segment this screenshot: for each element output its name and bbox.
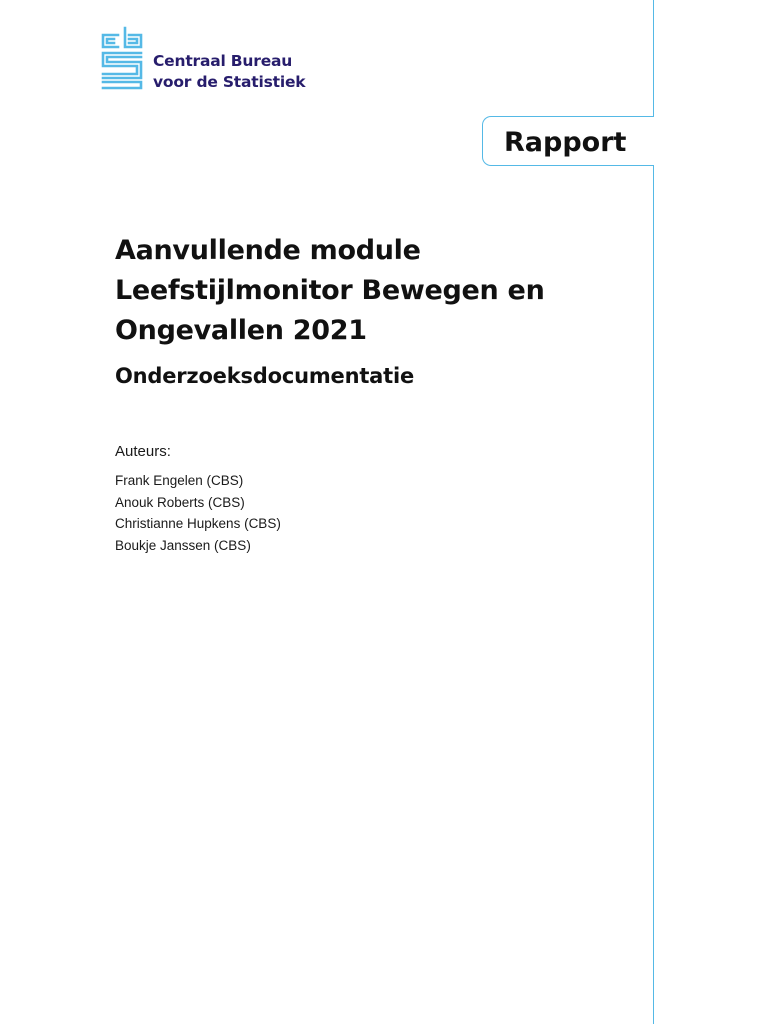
author-item: Frank Engelen (CBS) [115,473,244,488]
author-item: Anouk Roberts (CBS) [115,494,245,510]
document-type-label: Rapport [504,127,627,158]
report-title-line: Aanvullende module [115,235,421,266]
authors-heading: Auteurs: [115,443,171,460]
organization-name [153,51,305,93]
authors-list [115,470,281,556]
cbs-logo-icon [101,26,143,92]
document-type-tab [482,116,654,166]
organization-name-line1: Centraal Bureau [153,52,293,70]
report-title-line: Leefstijlmonitor Bewegen en [115,275,545,306]
report-title [115,231,635,351]
author-item: Christianne Hupkens (CBS) [115,516,281,531]
author-item: Boukje Janssen (CBS) [115,537,251,553]
report-subtitle: Onderzoeksdocumentatie [115,364,415,388]
report-title-line: Ongevallen 2021 [115,315,367,346]
organization-name-line2: voor de Statistiek [153,73,306,91]
